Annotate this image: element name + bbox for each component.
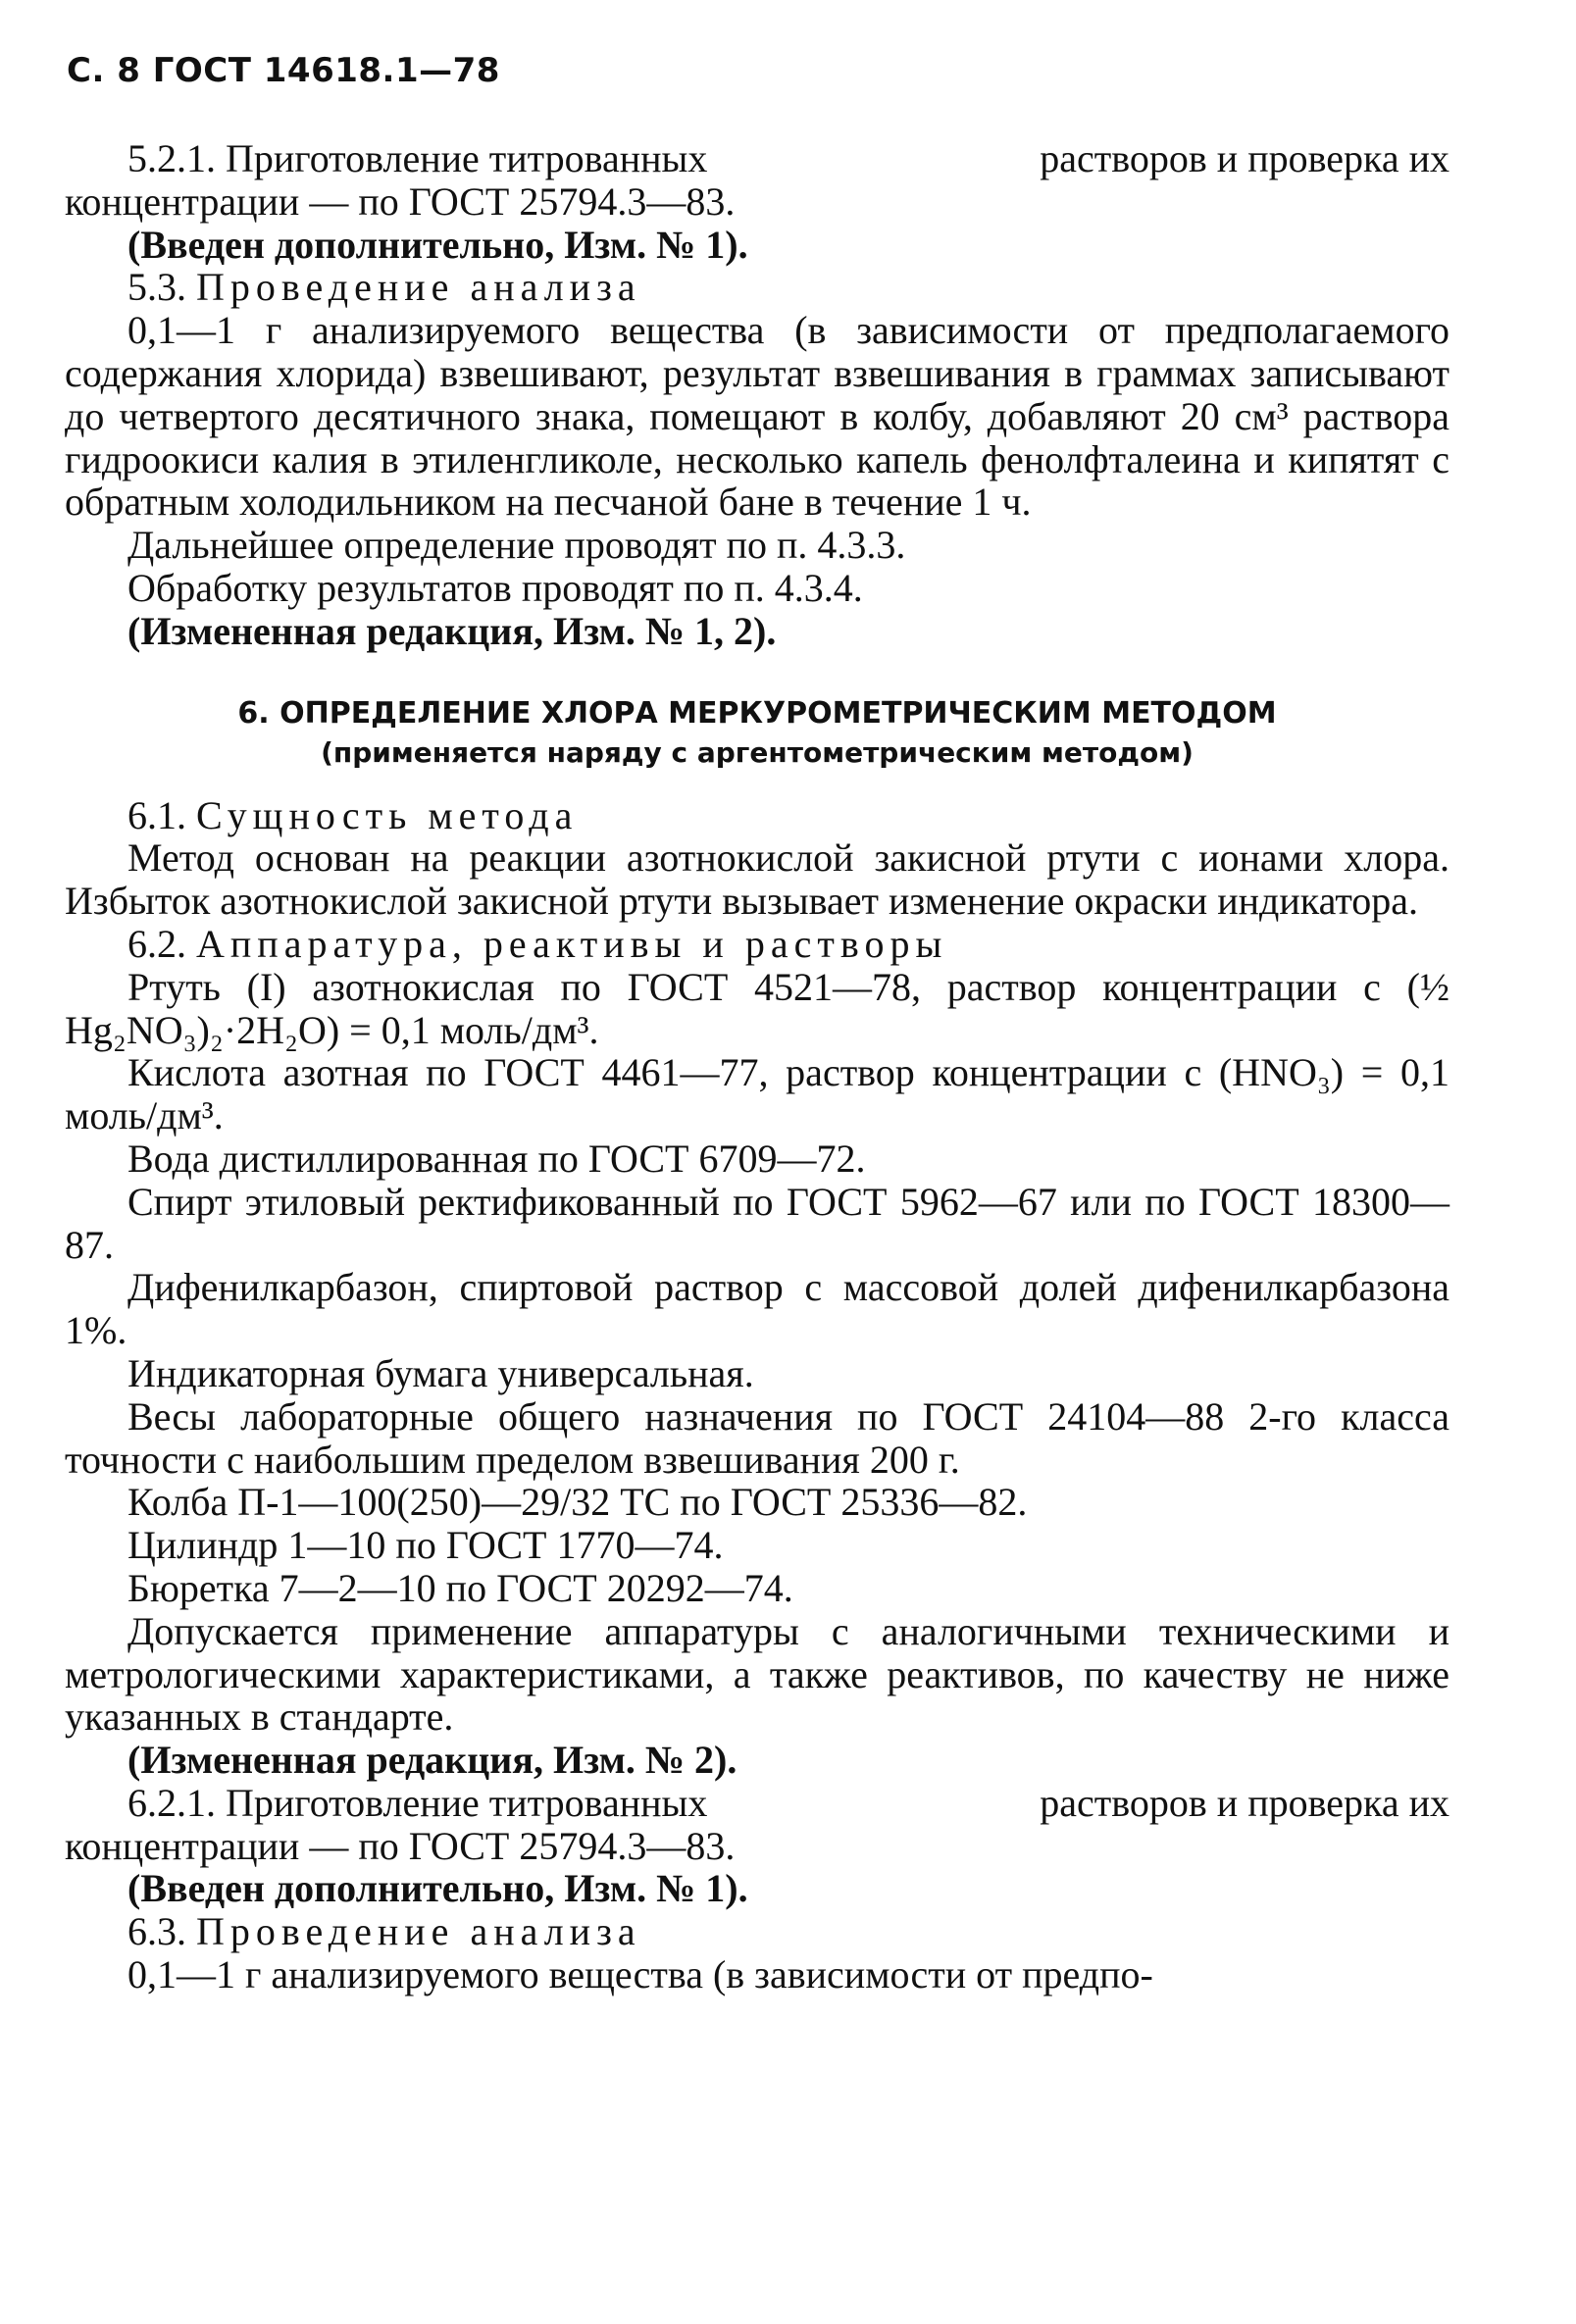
section-6-title: 6. ОПРЕДЕЛЕНИЕ ХЛОРА МЕРКУРОМЕТРИЧЕСКИМ МЕТОДОМ bbox=[237, 695, 1277, 731]
section-6-subtitle: (применяется наряду с аргентометрическим методом) bbox=[321, 735, 1194, 769]
apparatus-burette: Бюретка 7—2—10 по ГОСТ 20292—74. bbox=[127, 1565, 793, 1610]
clause-6-2-1-amendment-note: (Введен дополнительно, Изм. № 1). bbox=[127, 1866, 748, 1911]
clause-6-3-title: Проведение анализа bbox=[196, 1909, 641, 1954]
clause-5-3-title: Проведение анализа bbox=[196, 265, 641, 310]
reagent-mercury-nitrate: Ртуть (I) азотнокислая по ГОСТ 4521—78, раствор концентрации c (½ Hg₂NO₃)₂·2H₂O) = 0,1 моль/дм³. bbox=[65, 964, 1449, 1052]
reagent-diphenylcarbazone: Дифенилкарбазон, спиртовой раствор с массовой долей дифенилкарбазона 1%. bbox=[65, 1265, 1449, 1353]
reagent-indicator-paper: Индикаторная бумага универсальная. bbox=[127, 1350, 754, 1395]
clause-6-3-text: 0,1—1 г анализируемого вещества (в зависимости от предпо- bbox=[127, 1952, 1153, 1997]
clause-6-2-number: 6.2. bbox=[127, 921, 186, 966]
clause-6-1-text: Метод основан на реакции азотнокислой закисной ртути с ионами хлора. Избыток азотнокислой закисной ртути вызывает изменение окраски индикатора. bbox=[65, 835, 1449, 924]
clause-6-2-1-continuation: концентрации — по ГОСТ 25794.3—83. bbox=[65, 1823, 736, 1868]
clause-5-3-heading bbox=[65, 266, 1449, 309]
clause-5-3-number: 5.3. bbox=[127, 265, 186, 310]
clause-6-3-heading bbox=[65, 1910, 1449, 1953]
clause-6-2-allowance: Допускается применение аппаратуры с аналогичными техническими и метрологическими характеристиками, а также реактивов, по качеству не ниже указанных в стандарте. bbox=[65, 1608, 1449, 1740]
clause-5-3-amendment-note: (Измененная редакция, Изм. № 1, 2). bbox=[127, 608, 777, 653]
clause-6-2-1-part-b: растворов и проверка их bbox=[1040, 1780, 1449, 1825]
clause-6-2-amendment-note: (Измененная редакция, Изм. № 2). bbox=[127, 1738, 737, 1783]
document-body bbox=[65, 137, 1449, 1996]
apparatus-flask: Колба П-1—100(250)—29/32 ТС по ГОСТ 25336—82. bbox=[127, 1480, 1028, 1525]
clause-5-2-1-amendment-note: (Введен дополнительно, Изм. № 1). bbox=[127, 222, 748, 267]
clause-5-3-further: Дальнейшее определение проводят по п. 4.3.3. bbox=[127, 523, 906, 568]
clause-5-3-text: 0,1—1 г анализируемого вещества (в зависимости от предполагаемого содержания хлорида) взвешивают, результат взвешивания в граммах записывают до четвертого десятичного знака, помещают в колбу, добавляют 20 см³ раствора гидроокиси калия в этиленгликоле, несколько капель фенолфталеина и кипятят с обратным холодильником на песчаной бане в течение 1 ч. bbox=[65, 308, 1449, 525]
apparatus-scales: Весы лабораторные общего назначения по ГОСТ 24104—88 2-го класса точности с наибольшим пределом взвешивания 200 г. bbox=[65, 1393, 1449, 1482]
clause-6-1-number: 6.1. bbox=[127, 792, 186, 837]
reagent-nitric-acid: Кислота азотная по ГОСТ 4461—77, раствор концентрации c (HNO₃) = 0,1 моль/дм³. bbox=[65, 1050, 1449, 1138]
clause-6-2-title: Аппаратура, реактивы и растворы bbox=[196, 921, 948, 966]
clause-6-2-1-line bbox=[65, 1782, 1449, 1825]
clause-5-2-1-line bbox=[65, 137, 1449, 180]
clause-5-3-results: Обработку результатов проводят по п. 4.3.4. bbox=[127, 565, 863, 610]
clause-5-2-1-continuation: концентрации — по ГОСТ 25794.3—83. bbox=[65, 178, 736, 224]
section-6-heading bbox=[65, 694, 1449, 773]
running-header: С. 8 ГОСТ 14618.1—78 bbox=[67, 51, 500, 90]
reagent-distilled-water: Вода дистиллированная по ГОСТ 6709—72. bbox=[127, 1136, 866, 1181]
apparatus-cylinder: Цилиндр 1—10 по ГОСТ 1770—74. bbox=[127, 1523, 724, 1568]
clause-6-3-number: 6.3. bbox=[127, 1909, 186, 1954]
clause-6-2-heading bbox=[65, 923, 1449, 966]
clause-5-2-1-part-a: 5.2.1. Приготовление титрованных bbox=[127, 136, 708, 180]
reagent-ethyl-alcohol: Спирт этиловый ректификованный по ГОСТ 5962—67 или по ГОСТ 18300—87. bbox=[65, 1179, 1449, 1267]
clause-6-2-1-part-a: 6.2.1. Приготовление титрованных bbox=[127, 1780, 708, 1825]
clause-6-1-heading bbox=[65, 794, 1449, 837]
clause-5-2-1-part-b: растворов и проверка их bbox=[1040, 136, 1449, 180]
clause-6-1-title: Сущность метода bbox=[196, 792, 579, 837]
